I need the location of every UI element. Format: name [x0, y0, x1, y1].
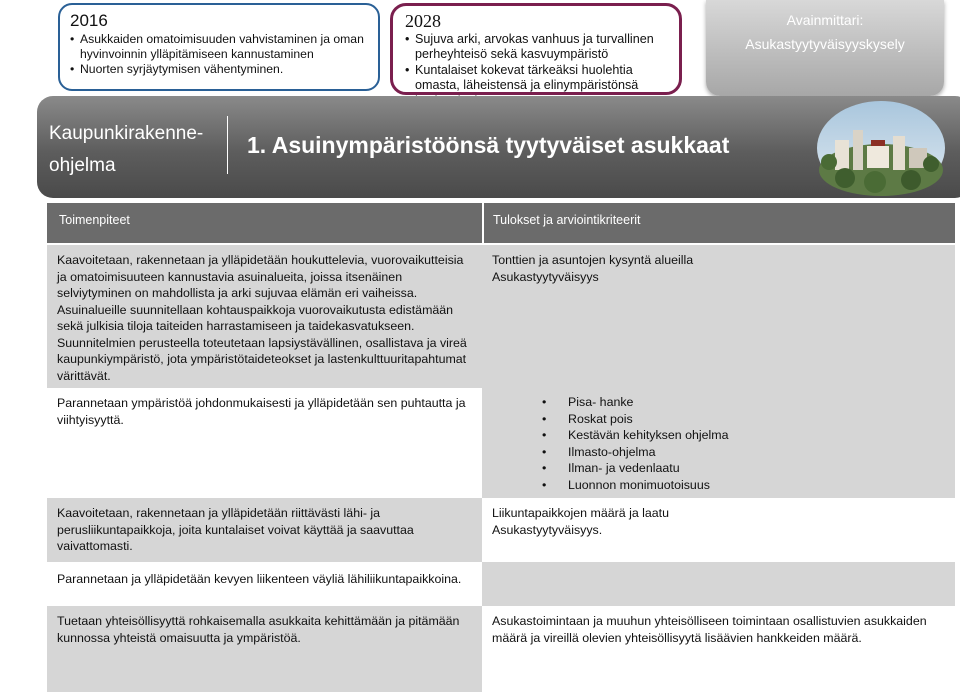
list-item: • Roskat pois — [542, 411, 945, 428]
list-item: • Ilmasto-ohjelma — [542, 444, 945, 461]
city-aerial-photo — [815, 100, 947, 196]
table-row — [482, 498, 955, 562]
list-item: • Kestävän kehityksen ohjelma — [542, 427, 945, 444]
program-name-line1: Kaupunkirakenne- — [49, 123, 204, 144]
list-item: • Luonnon monimuotoisuus — [542, 477, 945, 494]
list-item: • Kuntalaiset kokevat tärkeäksi huolehtia omasta, läheistensä ja elinympäristönsä — [405, 63, 667, 109]
header-separator — [482, 203, 484, 243]
header-actions: Toimenpiteet — [59, 213, 130, 227]
list-item: • Sujuva arki, arvokas vanhuus ja turvallinen perheyhteisö sekä kasvuympäristö — [405, 32, 667, 63]
list-item: • Pisa- hanke — [542, 394, 945, 411]
header-results: Tulokset ja arviointikriteerit — [493, 213, 641, 227]
vision-2028-box — [390, 3, 682, 95]
vision-2016-box — [58, 3, 380, 91]
action-text: Kaavoitetaan, rakennetaan ja ylläpidetään houkuttelevia, vuorovaikutteisia ja omatoimisuuteen kannustavia asuinalueita, joissa itsenäinen selviytyminen on mahdollista ja arki sujuvaa elämän eri vaiheissa. Asuinalueille suunnitellaan kohtauspaikkoja vuorovaikutusta edistämään sekä julkisia tiloja taiteiden harrastamiseen ja taidekasvatukseen. Suunnitelmien perusteella toteutetaan lapsiystävällinen, osallistava ja vireä kaupunkiympäristö, jota ympäristötaideteokset ja lastenkulttuuritapahtumat värittävät. — [57, 253, 467, 383]
key-metric-label: Avainmittari: — [786, 12, 864, 28]
table-row — [482, 245, 955, 388]
table-row — [47, 606, 483, 692]
vision-2016-year: 2016 — [70, 11, 108, 30]
key-metric-tab — [706, 0, 944, 96]
action-text: Parannetaan ja ylläpidetään kevyen liikenteen väyliä lähiliikuntapaikkoina. — [57, 572, 462, 586]
table-row — [47, 562, 483, 606]
table-row — [482, 606, 955, 692]
list-item: • Nuorten syrjäytymisen vähentyminen. — [70, 62, 368, 77]
result-text: Asukastyytyväisyys — [492, 269, 599, 284]
vision-2028-year: 2028 — [405, 11, 441, 31]
table-row — [482, 562, 955, 606]
result-text: Asukastyytyväisyys. — [492, 522, 603, 537]
table-row — [47, 388, 483, 498]
table-row — [47, 498, 483, 562]
list-item: • Ilman- ja vedenlaatu — [542, 460, 945, 477]
goal-title: 1. Asuinympäristöönsä tyytyväiset asukkaat — [247, 132, 730, 158]
result-text: Asukastoimintaan ja muuhun yhteisölliseen toimintaan osallistuvien asukkaiden määrä ja vireillä olevien yhteisöllisyytä lisäävien hankkeiden määrä. — [492, 614, 927, 645]
result-text: Liikuntapaikkojen määrä ja laatu — [492, 506, 670, 520]
action-text: Parannetaan ympäristöä johdonmukaisesti ja ylläpidetään sen puhtautta ja viihtyisyyttä. — [57, 396, 466, 427]
result-text: Tonttien ja asuntojen kysyntä alueilla — [492, 253, 694, 267]
program-name-line2: ohjelma — [49, 155, 116, 176]
table-header — [47, 203, 955, 243]
action-text: Tuetaan yhteisöllisyyttä rohkaisemalla asukkaita kehittämään ja pitämään kunnossa yhteistä omaisuutta ja ympäristöä. — [57, 614, 460, 645]
program-name — [49, 118, 219, 182]
banner-divider — [227, 116, 228, 174]
project-list — [542, 394, 945, 494]
vision-2016-list — [70, 32, 368, 77]
list-item: • Asukkaiden omatoimisuuden vahvistaminen ja oman hyvinvoinnin ylläpitämiseen kannustaminen — [70, 32, 368, 62]
key-metric-value: Asukastyytyväisyyskysely — [745, 36, 905, 52]
table-row — [482, 388, 955, 498]
table-row — [47, 245, 483, 388]
action-text: Kaavoitetaan, rakennetaan ja ylläpidetään riittävästi lähi- ja perusliikuntapaikkoja, joita kuntalaiset voivat käyttää ja saavuttaa vaivattomasti. — [57, 506, 414, 553]
